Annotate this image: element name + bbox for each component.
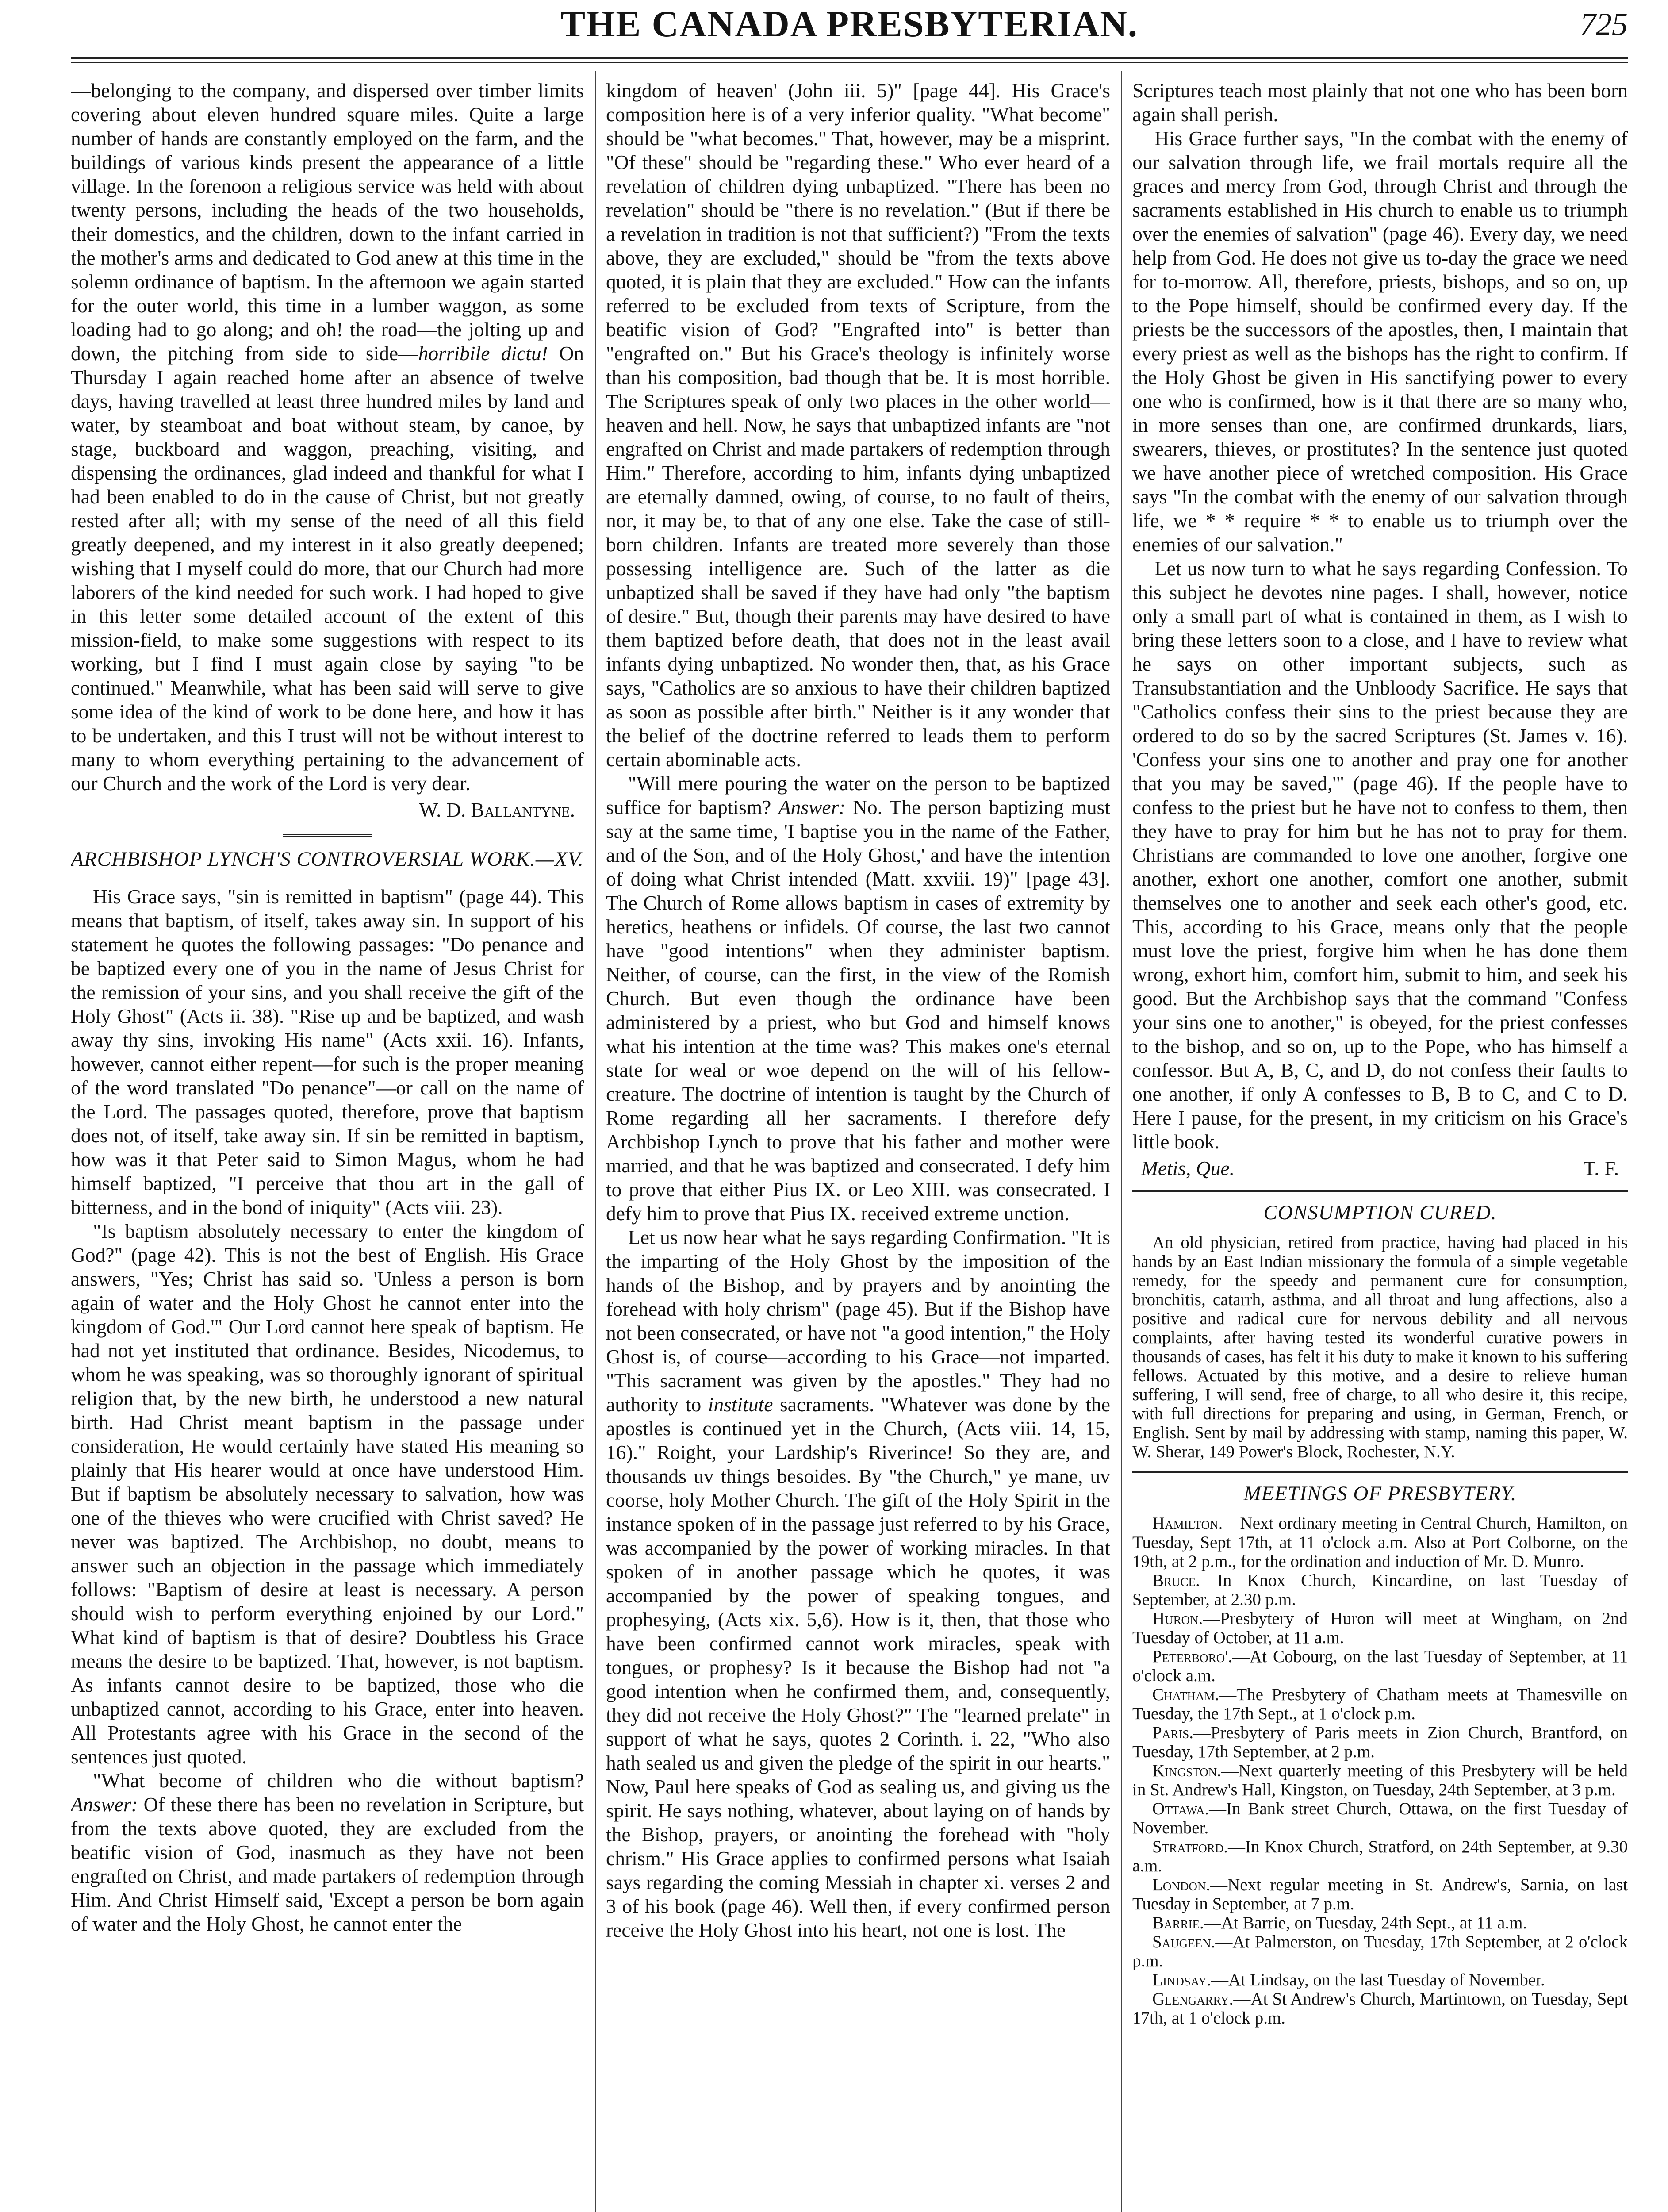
signature-place: Metis, Que. [1141,1157,1235,1179]
article-paragraph: kingdom of heaven' (John iii. 5)" [page 44]. His Grace's composition here is of a very inferior quality. "What become" should be "what becomes." That, however, may be a misprint. "Of these" should be "regarding these." Who ever heard of a revelation of children dying unbaptized. "There has been no revelation" should be "there is no revelation." (But if there be a revelation in tradition is not that sufficient?) "From the texts above, they are excluded," should be "from the texts above quoted, it is plain that they are excluded." How can the infants referred to be excluded from texts of Scripture, from the beatific vision of God? "Engrafted into" is better than "engrafted on." But his Grace's theology is infinitely worse than his composition, bad though that be. It is most horrible. The Scriptures speak of only two places in the other world—heaven and hell. Now, he says that unbaptized infants are "not engrafted on Christ and made partakers of redemption through Him." Therefore, according to him, infants dying unbaptized are eternally damned, owing, of course, to no fault of theirs, nor, it may be, to that of any one else. Take the case of still-born children. Infants are treated more severely than those possessing intelligence are. Such of the latter as die unbaptized shall be saved if they have had only "the baptism of desire." But, though their parents may have desired to have them baptized before death, that does not in the least avail infants dying unbaptized. No wonder then, that, as his Grace says, "Catholics are so anxious to have their children baptized as soon as possible after birth." Neither is it any wonder that the belief of the doctrine referred to leads them to perform certain abominable acts. [606,79,1110,771]
meeting-item: Lindsay.—At Lindsay, on the last Tuesday of November. [1152,1970,1545,1989]
column-1 [71,79,584,2212]
meeting-item: Peterboro'.—At Cobourg, on the last Tuesday of September, at 11 o'clock a.m. [1132,1647,1628,1685]
column-divider-2 [1121,71,1122,2212]
section-separator [1132,1190,1628,1192]
meetings-heading: MEETINGS OF PRESBYTERY. [1243,1482,1517,1505]
section-separator [1132,1471,1628,1473]
article-paragraph: Let us now hear what he says regarding Confirmation. "It is the imparting of the Holy Ghost by the imposition of the hands of the Bishop, and by prayers and by anointing the forehead with holy chrism" (page 45). But if the Bishop have not been consecrated, or have not "a good intention," the Holy Ghost is, of course—according to his Grace—not imparted. "This sacrament was given by the apostles." They had no authority to institute sacraments. "Whatever was done by the apostles is continued yet in the Church, (Acts viii. 14, 15, 16)." Roight, your Lardship's Riverince! So they are, and thousands uv things besoides. By "the Church," ye mane, uv coorse, holy Mother Church. The gift of the Holy Spirit in the instance spoken of in the passage just referred to by his Grace, was accompanied by the power of working miracles. In that spoken of in another passage which he quotes, it was accompanied by the power of speaking tongues, and prophesying, (Acts xix. 5,6). How is it, then, that those who have been confirmed cannot work miracles, speak with tongues, or prophesy? Is it because the Bishop had not "a good intention when he confirmed them, and, consequently, they did not receive the Holy Ghost?" The "learned prelate" in support of what he says, quotes 2 Corinth. i. 22, "Who also hath sealed us and given the pledge of the spirit in our hearts." Now, Paul here speaks of God as sealing us, and giving us the spirit. He says nothing, whatever, about laying on of hands by the Bishop, prayers, or anointing the forehead with "holy chrism." His Grace applies to confirmed persons what Isaiah says regarding the coming Messiah in chapter xi. verses 2 and 3 of his book (page 46). Well then, if every confirmed person receive the Holy Ghost into his heart, not one is lost. The [606,1226,1110,1941]
letter-paragraph: —belonging to the company, and dispersed over timber limits covering about eleven hundred square miles. Quite a large number of hands are constantly employed on the farm, and the buildings of various kinds present the appearance of a little village. In the forenoon a religious service was held with about twenty persons, including the heads of the two households, their domestics, and the children, down to the infant carried in the mother's arms and dedicated to God anew at this time in the solemn ordinance of baptism. In the afternoon we again started for the outer world, this time in a lumber waggon, as some loading had to go along; and oh! the road—the jolting up and down, the pitching from side to side—horribile dictu! On Thursday I again reached home after an absence of twelve days, having travelled at least three hundred miles by land and water, by steamboat and boat without steam, by canoe, by stage, buckboard and waggon, preaching, visiting, and dispensing the ordinances, glad indeed and thankful for what I had been enabled to do in the cause of Christ, but not greatly rested after all; with my sense of the need of all this field greatly deepened, and my interest in it also greatly deepened; wishing that I myself could do more, that our Church had more laborers of the kind needed for such work. I had hoped to give in this letter some detailed account of the extent of this mission-field, to make some suggestions with respect to its working, but I find I must again close by saying "to be continued." Meanwhile, what has been said will serve to give some idea of the kind of work to be done here, and how it has to be undertaken, and this I trust will not be without interest to many to whom everything pertaining to the advancement of our Church and the work of the Lord is very dear. [71,79,584,795]
meeting-item: Bruce.—In Knox Church, Kincardine, on last Tuesday of September, at 2.30 p.m. [1132,1571,1628,1609]
meetings-list [1132,1514,1628,2028]
meeting-item: Chatham.—The Presbytery of Chatham meets at Thamesville on Tuesday, the 17th Sept., at 1 o'clock p.m. [1132,1685,1628,1723]
column-2 [606,79,1110,2212]
meeting-item: Ottawa.—In Bank street Church, Ottawa, on the first Tuesday of November. [1132,1799,1628,1837]
page-number: 725 [1580,7,1628,42]
column-3 [1132,79,1628,2212]
newspaper-title: THE CANADA PRESBYTERIAN. [560,4,1138,45]
signature-initials: T. F. [1583,1157,1619,1179]
column-divider-1 [595,71,596,2212]
meeting-item: Barrie.—At Barrie, on Tuesday, 24th Sept., at 11 a.m. [1152,1913,1527,1932]
meeting-item: Huron.—Presbytery of Huron will meet at Wingham, on 2nd Tuesday of October, at 11 a.m. [1132,1609,1628,1647]
meeting-item: Hamilton.—Next ordinary meeting in Central Church, Hamilton, on Tuesday, Sept 17th, at 11 o'clock a.m. Also at Port Colborne, on the 19th, at 2 p.m., for the ordination and induction of Mr. D. Munro. [1132,1514,1628,1571]
article-signature [1141,1156,1619,1180]
article-paragraph: His Grace further says, "In the combat with the enemy of our salvation through life, we frail mortals require all the graces and mercy from God, through Christ and through the sacraments established in His church to enable us to triumph over the enemies of salvation" (page 46). Every day, we need help from God. He does not give us to-day the grace we need for to-morrow. All, therefore, priests, bishops, and so on, up to the Pope himself, should be confirmed every day. If the priests be the successors of the apostles, then, I maintain that every priest as well as the bishops has the right to confirm. If the Holy Ghost be given in His sanctifying power to every one who is confirmed, how is it that there are so many who, in more senses than one, are confirmed drunkards, liars, swearers, thieves, or prostitutes? In the sentence just quoted we have another piece of wretched composition. His Grace says "In the combat with the enemy of our salvation through life, we * * require * * to enable us to triumph over the enemies of our salvation." [1132,127,1628,556]
section-separator [283,834,372,837]
article-paragraph: His Grace says, "sin is remitted in baptism" (page 44). This means that baptism, of itself, takes away sin. In support of his statement he quotes the following passages: "Do penance and be baptized every one of you in the name of Jesus Christ for the remission of your sins, and you shall receive the gift of the Holy Ghost" (Acts ii. 38). "Rise up and be baptized, and wash away thy sins, invoking His name" (Acts xxii. 16). Infants, however, cannot either repent—for such is the proper meaning of the word translated "Do penance"—or call on the name of the Lord. The passages quoted, therefore, prove that baptism does not, of itself, take away sin. If sin be remitted in baptism, how was it that Peter said to Simon Magus, whom he had himself baptized, "I perceive that thou art in the gall of bitterness, and in the bond of iniquity" (Acts viii. 23). [71,885,584,1218]
consumption-text: An old physician, retired from practice, having had placed in his hands by an East Indian missionary the formula of a simple vegetable remedy, for the speedy and permanent cure for consumption, bronchitis, catarrh, asthma, and all throat and lung affections, also a positive and radical cure for nervous debility and all nervous complaints, after having tested its wonderful curative powers in thousands of cases, has felt it his duty to make it known to his suffering fellows. Actuated by this motive, and a desire to relieve human suffering, I will send, free of charge, to all who desire it, this recipe, with full directions for preparing and using, in German, French, or English. Sent by mail by addressing with stamp, naming this paper, W. W. Sherar, 149 Power's Block, Rochester, N.Y. [1132,1233,1628,1461]
article-paragraph: "Will mere pouring the water on the person to be baptized suffice for baptism? Answer: No. The person baptizing must say at the same time, 'I baptise you in the name of the Father, and of the Son, and of the Holy Ghost,' and have the intention of doing what Christ intended (Matt. xxviii. 19)" [page 43]. The Church of Rome allows baptism in cases of extremity by heretics, heathens or infidels. Of course, the last two cannot have "good intentions" when they administer baptism. Neither, of course, can the first, in the view of the Romish Church. But even though the ordinance have been administered by a priest, who but God and himself knows what his intention at the time was? This makes one's eternal state for weal or woe depend on the will of his fellow-creature. The doctrine of intention is taught by the Church of Rome regarding all her sacraments. I therefore defy Archbishop Lynch to prove that his father and mother were married, and that he was baptized and consecrated. I defy him to prove that either Pius IX. or Leo XIII. was consecrated. I defy him to prove that Pius IX. received extreme unction. [606,772,1110,1225]
consumption-notice [1132,1233,1628,1461]
meeting-item: Kingston.—Next quarterly meeting of this Presbytery will be held in St. Andrew's Hall, Kingston, on Tuesday, 24th September, at 3 p.m. [1132,1761,1628,1799]
meeting-item: Saugeen.—At Palmerston, on Tuesday, 17th September, at 2 o'clock p.m. [1132,1932,1628,1970]
article-paragraph: "What become of children who die without baptism? Answer: Of these there has been no revelation in Scripture, but from the texts above quoted, they are excluded from the beatific vision of God, inasmuch as they have not been engrafted on Christ, and made partakers of redemption through Him. And Christ Himself said, 'Except a person be born again of water and the Holy Ghost, he cannot enter the [71,1769,584,1935]
article-paragraph: Scriptures teach most plainly that not one who has been born again shall perish. [1132,79,1628,126]
meeting-item: Glengarry.—At St Andrew's Church, Martintown, on Tuesday, Sept 17th, at 1 o'clock p.m. [1132,1989,1628,2028]
letter-signature: W. D. Ballantyne. [419,799,575,821]
header-rule-thick [71,57,1628,59]
meeting-item: Paris.—Presbytery of Paris meets in Zion Church, Brantford, on Tuesday, 17th September, at 2 p.m. [1132,1723,1628,1761]
consumption-heading: CONSUMPTION CURED. [1263,1201,1497,1224]
article-paragraph: Let us now turn to what he says regarding Confession. To this subject he devotes nine pages. I shall, however, notice only a small part of what is contained in them, as I wish to bring these letters soon to a close, and I have to review what he says on other important subjects, such as Transubstantiation and the Unbloody Sacrifice. He says that "Catholics confess their sins to the priest because they are ordered to do so by the sacred Scriptures (St. James v. 16). 'Confess your sins one to another and pray one for another that you may be saved,'" (page 46). If the people have to confess to the priest but he have not to confess to them, then they have to pray for him but he has not to pray for them. Christians are commanded to love one another, forgive one another, exhort one another, comfort one another, submit themselves one to another and seek each other's good, etc. This, according to his Grace, means only that the people must love the priest, forgive him when he has done them wrong, exhort him, comfort him, submit to him, and seek his good. But the Archbishop says that the command "Confess your sins one to another," is obeyed, for the priest confesses to the bishop, and so on, up to the Pope, who has himself a confessor. But A, B, C, and D, do not confess their faults to one another, if only A confesses to B, B to C, and C to D. Here I pause, for the present, in my criticism on his Grace's little book. [1132,557,1628,1153]
meeting-item: Stratford.—In Knox Church, Stratford, on 24th September, at 9.30 a.m. [1132,1837,1628,1875]
header-rule-thin [71,62,1628,63]
article-paragraph: "Is baptism absolutely necessary to enter the kingdom of God?" (page 42). This is not the best of English. His Grace answers, "Yes; Christ has said so. 'Unless a person is born again of water and the Holy Ghost he cannot enter into the kingdom of God.'" Our Lord cannot here speak of baptism. He had not yet instituted that ordinance. Besides, Nicodemus, to whom he was speaking, was so thoroughly ignorant of spiritual religion that, by the new birth, he understood a new natural birth. Had Christ meant baptism in the passage under consideration, He would certainly have stated His meaning so plainly that His hearer would at once have understood Him. But if baptism be absolutely necessary to salvation, how was one of the thieves who were crucified with Christ saved? He never was baptized. The Archbishop, no doubt, means to answer such an objection in the passage which immediately follows: "Baptism of desire at least is necessary. A person should wish to perform everything enjoined by our Lord." What kind of baptism is that of desire? Doubtless his Grace means the desire to be baptized. That, however, is not baptism. As infants cannot desire to be baptized, those who die unbaptized cannot, according to his Grace, enter into heaven. All Protestants agree with his Grace in the second of the sentences just quoted. [71,1220,584,1768]
article-heading: ARCHBISHOP LYNCH'S CONTROVERSIAL WORK.—XV. [71,848,584,871]
meeting-item: London.—Next regular meeting in St. Andrew's, Sarnia, on last Tuesday in September, at 7 p.m. [1132,1875,1628,1913]
